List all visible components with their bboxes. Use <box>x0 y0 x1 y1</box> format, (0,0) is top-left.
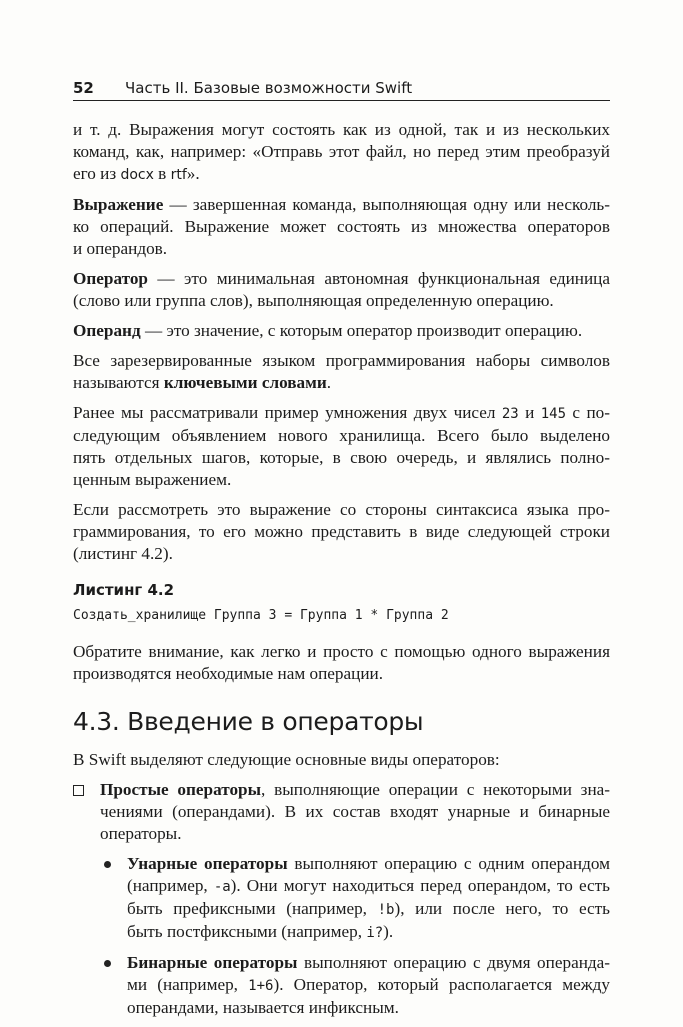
text-line <box>127 952 610 974</box>
text-span: Ранее мы рассматривали пример умножения двух чисел <box>73 403 502 422</box>
text-line: граммирования, то его можно представить в виде следующей строки <box>73 522 610 541</box>
inline-code-i-optional: i? <box>366 925 384 941</box>
text-line <box>127 921 610 944</box>
text-line: операторы. <box>100 824 182 843</box>
text-line: пять отдельных шагов, которые, в свою очередь, и являлись полно- <box>73 448 610 467</box>
inline-code-minus-a: -a <box>213 879 231 895</box>
sublist-item-unary <box>73 853 610 944</box>
page-body <box>73 119 610 1027</box>
list-item-simple-operators <box>73 779 610 845</box>
text-line: и т. д. Выражения могут состоять как из одной, так и из нескольких <box>73 120 610 139</box>
paragraph-note <box>73 641 610 685</box>
text-line <box>127 853 610 875</box>
page-number: 52 <box>73 79 94 97</box>
definition-operator <box>73 268 610 312</box>
text-line: ко операций. Выражение может состоять из множества операторов <box>73 217 610 236</box>
term-binary-operators: Бинарные операторы <box>127 953 298 972</box>
term-keywords: ключевыми словами <box>163 373 327 392</box>
text-span: с по- <box>566 403 610 422</box>
inline-code-145: 145 <box>540 406 567 422</box>
text-span: и <box>518 403 541 422</box>
paragraph-multiplication-example <box>73 402 610 491</box>
paragraph-syntax <box>73 499 610 565</box>
text-line: чениями (операндами). В их состав входят унарные и бинарные <box>100 802 610 821</box>
text-line: (листинг 4.2). <box>73 544 173 563</box>
term-expression: Выражение <box>73 195 164 214</box>
text-span: его из <box>73 164 121 183</box>
chapter-title: Часть II. Базовые возможности Swift <box>125 79 413 97</box>
text-span: в <box>153 164 171 183</box>
text-line <box>127 974 610 997</box>
bullet-dot-icon <box>104 861 111 868</box>
text-line <box>127 875 610 898</box>
bullet-dot-icon <box>104 960 111 967</box>
text-span: называются <box>73 373 164 392</box>
text-span: — это минимальная автономная функциональная единица <box>147 269 610 288</box>
text-line: операндами, называется инфиксным. <box>127 998 399 1017</box>
listing-title: Листинг 4.2 <box>73 581 175 599</box>
listing-code: Создать_хранилище Группа 3 = Группа 1 * Группа 2 <box>73 608 449 623</box>
inline-code-1-plus-6: 1+6 <box>248 978 274 994</box>
text-span: . <box>326 373 332 392</box>
term-unary-operators: Унарные операторы <box>127 854 288 873</box>
text-line <box>127 898 610 921</box>
text-span: ). Оператор, который располагается между <box>273 975 610 994</box>
running-head <box>73 79 610 97</box>
paragraph-operator-types-intro <box>73 749 610 771</box>
text-span: — завершенная команда, выполняющая одну или несколь- <box>163 195 610 214</box>
text-span: быть постфиксными (например, <box>127 922 367 941</box>
text-line: и операндов. <box>73 239 168 258</box>
definition-expression <box>73 194 610 260</box>
checkbox-square-icon <box>73 785 84 796</box>
text-line: производятся необходимые нам операции. <box>73 664 384 683</box>
text-span: — это значение, с которым оператор производит операцию. <box>140 321 583 340</box>
text-line: Если рассмотреть это выражение со стороны синтаксиса языка про- <box>73 500 610 519</box>
text-line <box>73 372 610 394</box>
text-line <box>100 779 610 801</box>
text-line <box>73 268 610 290</box>
header-rule <box>73 100 610 101</box>
inline-code-23: 23 <box>501 406 519 422</box>
text-line: Все зарезервированные языком программирования наборы символов <box>73 351 610 370</box>
text-span: быть префиксными (например, <box>127 899 378 918</box>
text-span: (например, <box>127 876 214 895</box>
text-line: ценным выражением. <box>73 470 232 489</box>
text-line: (слово или группа слов), выполняющая определенную операцию. <box>73 291 554 310</box>
inline-code-not-b: !b <box>377 902 395 918</box>
text-line: Обратите внимание, как легко и просто с помощью одного выражения <box>73 642 610 661</box>
section-heading: 4.3. Введение в операторы <box>73 707 424 736</box>
sublist-item-binary <box>73 952 610 1019</box>
text-span: выполняют операцию с двумя операнда- <box>297 953 610 972</box>
text-line: команд, как, например: «Отправь этот файл, но перед этим преобразуй <box>73 142 610 161</box>
term-operand: Операнд <box>73 321 141 340</box>
text-span: ». <box>186 164 200 183</box>
text-span: ). Они могут находиться перед операндом, то есть <box>230 876 610 895</box>
text-span: ми (например, <box>127 975 249 994</box>
text-line <box>73 402 610 425</box>
definition-operand <box>73 320 610 342</box>
paragraph-expressions-intro <box>73 119 610 186</box>
text-line: следующим объявлением нового хранилища. Всего было выделено <box>73 426 610 445</box>
operator-types-list <box>73 779 610 1019</box>
text-span: , выполняющие операции с некоторыми зна- <box>261 780 611 799</box>
paragraph-keywords <box>73 350 610 394</box>
inline-code-rtf: rtf <box>170 167 187 183</box>
text-line <box>73 163 610 186</box>
term-operator: Оператор <box>73 269 148 288</box>
text-line <box>73 194 610 216</box>
term-simple-operators: Простые операторы <box>100 780 262 799</box>
text-span: ), или после него, то есть <box>394 899 610 918</box>
text-line <box>73 320 610 342</box>
text-line: В Swift выделяют следующие основные виды операторов: <box>73 750 500 769</box>
text-span: ). <box>383 922 394 941</box>
text-span: выполняют операцию с одним операндом <box>287 854 610 873</box>
inline-code-docx: docx <box>120 167 154 183</box>
